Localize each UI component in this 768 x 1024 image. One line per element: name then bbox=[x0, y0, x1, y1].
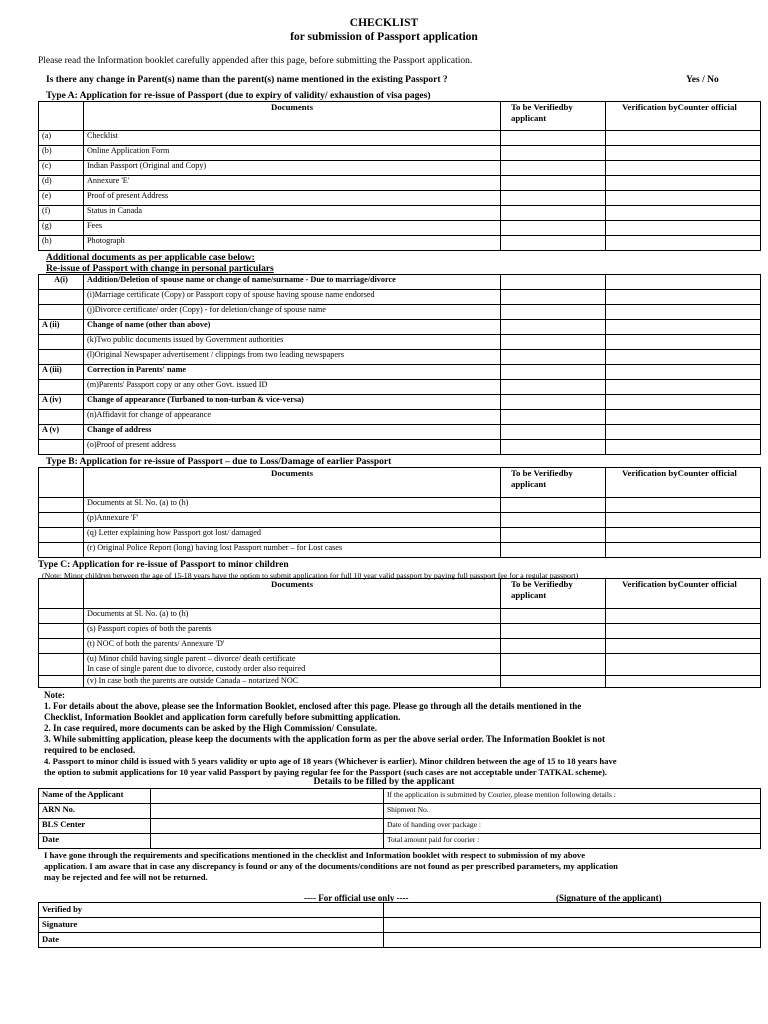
note-line: required to be enclosed. bbox=[44, 745, 136, 755]
official-check-cell[interactable] bbox=[606, 161, 761, 176]
applicant-verify-header: To be Verifiedby applicant bbox=[501, 102, 606, 131]
table-row: A(i) Addition/Deletion of spouse name or change of name/surname - Due to marriage/divorce bbox=[39, 275, 761, 290]
applicant-check-cell[interactable] bbox=[501, 161, 606, 176]
applicant-check-cell[interactable] bbox=[501, 350, 606, 365]
applicant-check-cell[interactable] bbox=[501, 498, 606, 513]
table-row: (d) Annexure 'E' bbox=[39, 176, 761, 191]
table-row: (m)Parents' Passport copy or any other Govt. issued ID bbox=[39, 380, 761, 395]
documents-header: Documents bbox=[84, 579, 501, 609]
table-row: (l)Original Newspaper advertisement / clippings from two leading newspapers bbox=[39, 350, 761, 365]
table-row: (q) Letter explaining how Passport got lost/ damaged bbox=[39, 528, 761, 543]
table-row: (v) In case both the parents are outside Canada – notarized NOC bbox=[39, 676, 761, 688]
official-check-cell[interactable] bbox=[606, 176, 761, 191]
applicant-check-cell[interactable] bbox=[501, 654, 606, 676]
applicant-check-cell[interactable] bbox=[501, 425, 606, 440]
additional-docs-table bbox=[38, 274, 761, 455]
table-row: (h) Photograph bbox=[39, 236, 761, 251]
official-check-cell[interactable] bbox=[606, 528, 761, 543]
applicant-check-cell[interactable] bbox=[501, 609, 606, 624]
declaration-line: I have gone through the requirements and specifications mentioned in the checklist and Information booklet with respect to submission of my above bbox=[44, 850, 586, 860]
applicant-check-cell[interactable] bbox=[501, 320, 606, 335]
documents-header: Documents bbox=[84, 468, 501, 498]
official-use-table bbox=[38, 902, 761, 948]
table-row: A (v) Change of address bbox=[39, 425, 761, 440]
official-check-cell[interactable] bbox=[606, 425, 761, 440]
official-check-cell[interactable] bbox=[606, 543, 761, 558]
applicant-verify-header: To be Verifiedby applicant bbox=[501, 468, 606, 498]
counter-verify-header: Verification byCounter official bbox=[606, 468, 761, 498]
note-line: Checklist, Information Booklet and application form carefully before submitting application. bbox=[44, 712, 401, 722]
applicant-check-cell[interactable] bbox=[501, 221, 606, 236]
table-row: (a) Checklist bbox=[39, 131, 761, 146]
official-date-field[interactable] bbox=[384, 933, 761, 948]
details-heading: Details to be filled by the applicant bbox=[313, 777, 455, 787]
official-signature-field[interactable] bbox=[384, 918, 761, 933]
applicant-check-cell[interactable] bbox=[501, 290, 606, 305]
type-b-heading: Type B: Application for re-issue of Passport – due to Loss/Damage of earlier Passport bbox=[46, 457, 392, 467]
declaration-line: may be rejected and fee will not be returned. bbox=[44, 872, 208, 882]
applicant-check-cell[interactable] bbox=[501, 335, 606, 350]
table-row: A (iii) Correction in Parents' name bbox=[39, 365, 761, 380]
applicant-check-cell[interactable] bbox=[501, 395, 606, 410]
official-check-cell[interactable] bbox=[606, 498, 761, 513]
note-line: the option to submit applications for 10 year valid Passport by paying regular fee for the Passport (such cases are not acceptable under TATKAL scheme). bbox=[44, 767, 607, 777]
applicant-verify-header: To be Verifiedby applicant bbox=[501, 579, 606, 609]
applicant-check-cell[interactable] bbox=[501, 191, 606, 206]
note-line: 2. In case required, more documents can be asked by the High Commission/ Consulate. bbox=[44, 723, 378, 733]
official-check-cell[interactable] bbox=[606, 440, 761, 455]
table-row: (j)Divorce certificate/ order (Copy) - for deletion/change of spouse name bbox=[39, 305, 761, 320]
verified-by-field[interactable] bbox=[384, 903, 761, 918]
type-c-table bbox=[38, 578, 761, 688]
applicant-check-cell[interactable] bbox=[501, 380, 606, 395]
table-row: (k)Two public documents issued by Government authorities bbox=[39, 335, 761, 350]
official-check-cell[interactable] bbox=[606, 513, 761, 528]
applicant-check-cell[interactable] bbox=[501, 146, 606, 161]
type-a-heading: Type A: Application for re-issue of Passport (due to expiry of validity/ exhaustion of visa pages) bbox=[46, 91, 431, 101]
table-row: (t) NOC of both the parents/ Annexure 'D' bbox=[39, 639, 761, 654]
documents-header: Documents bbox=[84, 102, 501, 131]
table-row: Documents at Sl. No. (a) to (h) bbox=[39, 498, 761, 513]
table-row: (f) Status in Canada bbox=[39, 206, 761, 221]
table-row: BLS Center Date of handing over package : bbox=[39, 819, 761, 834]
applicant-check-cell[interactable] bbox=[501, 176, 606, 191]
arn-number-field[interactable] bbox=[151, 804, 384, 819]
type-a-table bbox=[38, 101, 761, 251]
official-check-cell[interactable] bbox=[606, 624, 761, 639]
official-check-cell[interactable] bbox=[606, 221, 761, 236]
applicant-check-cell[interactable] bbox=[501, 639, 606, 654]
declaration-line: application. I am aware that in case any discrepancy is found or any of the documents/conditions are not found as per prescribed parameters, my application bbox=[44, 861, 618, 871]
table-row: (b) Online Application Form bbox=[39, 146, 761, 161]
reissue-change-heading: Re-issue of Passport with change in personal particulars bbox=[46, 264, 274, 274]
applicant-check-cell[interactable] bbox=[501, 236, 606, 251]
note-line: 1. For details about the above, please see the Information Booklet, enclosed after this page. Please go through all the details mentioned in the bbox=[44, 701, 582, 711]
table-row: (n)Affidavit for change of appearance bbox=[39, 410, 761, 425]
official-check-cell[interactable] bbox=[606, 365, 761, 380]
note-heading: Note: bbox=[44, 690, 65, 700]
applicant-signature-label: (Signature of the applicant) bbox=[556, 893, 662, 903]
official-check-cell[interactable] bbox=[606, 335, 761, 350]
official-check-cell[interactable] bbox=[606, 639, 761, 654]
official-check-cell[interactable] bbox=[606, 654, 761, 676]
official-check-cell[interactable] bbox=[606, 609, 761, 624]
applicant-check-cell[interactable] bbox=[501, 365, 606, 380]
official-check-cell[interactable] bbox=[606, 380, 761, 395]
note-line: 3. While submitting application, please keep the documents with the application form as per the above serial order. The Information Booklet is not bbox=[44, 734, 605, 744]
applicant-name-field[interactable] bbox=[151, 789, 384, 804]
official-check-cell[interactable] bbox=[606, 131, 761, 146]
shipment-number-field[interactable]: Shipment No. bbox=[384, 804, 761, 819]
official-check-cell[interactable] bbox=[606, 206, 761, 221]
counter-verify-header: Verification byCounter official bbox=[606, 579, 761, 609]
official-check-cell[interactable] bbox=[606, 320, 761, 335]
official-check-cell[interactable] bbox=[606, 676, 761, 688]
applicant-check-cell[interactable] bbox=[501, 676, 606, 688]
official-check-cell[interactable] bbox=[606, 146, 761, 161]
type-c-heading: Type C: Application for re-issue of Passport to minor children bbox=[38, 560, 289, 570]
table-row: Signature bbox=[39, 918, 761, 933]
type-c-note: (Note: Minor children between the age of 15-18 years have the option to submit application for full 10 year valid passport by paying full passport fee for a regular passport) bbox=[42, 571, 579, 580]
table-row: (p)Annexure 'F' bbox=[39, 513, 761, 528]
official-check-cell[interactable] bbox=[606, 395, 761, 410]
additional-docs-heading: Additional documents as per applicable case below: bbox=[46, 253, 255, 263]
table-row: Verified by bbox=[39, 903, 761, 918]
official-check-cell[interactable] bbox=[606, 191, 761, 206]
table-row: ARN No. Shipment No. bbox=[39, 804, 761, 819]
table-row: (r) Original Police Report (long) having lost Passport number – for Lost cases bbox=[39, 543, 761, 558]
type-b-table bbox=[38, 467, 761, 558]
note-line: 4. Passport to minor child is issued with 5 years validity or upto age of 18 years (Whichever is earlier). Minor children between the age of 15 to 18 years have bbox=[44, 756, 617, 766]
applicant-check-cell[interactable] bbox=[501, 275, 606, 290]
intro-text: Please read the Information booklet carefully appended after this page, before submitting the Passport application. bbox=[38, 56, 473, 66]
table-row: A (iv) Change of appearance (Turbaned to non-turban & vice-versa) bbox=[39, 395, 761, 410]
table-row: (g) Fees bbox=[39, 221, 761, 236]
applicant-check-cell[interactable] bbox=[501, 206, 606, 221]
bls-center-field[interactable] bbox=[151, 819, 384, 834]
page-title: CHECKLIST bbox=[349, 17, 419, 29]
table-row: (i)Marriage certificate (Copy) or Passport copy of spouse having spouse name endorsed bbox=[39, 290, 761, 305]
applicant-check-cell[interactable] bbox=[501, 528, 606, 543]
official-check-cell[interactable] bbox=[606, 410, 761, 425]
table-row: (o)Proof of present address bbox=[39, 440, 761, 455]
applicant-check-cell[interactable] bbox=[501, 131, 606, 146]
applicant-check-cell[interactable] bbox=[501, 513, 606, 528]
applicant-check-cell[interactable] bbox=[501, 440, 606, 455]
official-use-heading: ---- For official use only ---- bbox=[304, 893, 409, 903]
table-row: (c) Indian Passport (Original and Copy) bbox=[39, 161, 761, 176]
table-row: Date Total amount paid for courier : bbox=[39, 834, 761, 849]
table-row: (s) Passport copies of both the parents bbox=[39, 624, 761, 639]
handover-date-field[interactable]: Date of handing over package : bbox=[384, 819, 761, 834]
applicant-details-table bbox=[38, 788, 761, 849]
applicant-check-cell[interactable] bbox=[501, 410, 606, 425]
official-check-cell[interactable] bbox=[606, 305, 761, 320]
table-row: A (ii) Change of name (other than above) bbox=[39, 320, 761, 335]
date-field[interactable] bbox=[151, 834, 384, 849]
parent-name-question: Is there any change in Parent(s) name than the parent(s) name mentioned in the existing Passport ? bbox=[46, 75, 448, 85]
table-row: Name of the Applicant If the application is submitted by Courier, please mention following details : bbox=[39, 789, 761, 804]
official-check-cell[interactable] bbox=[606, 236, 761, 251]
official-check-cell[interactable] bbox=[606, 275, 761, 290]
courier-amount-field[interactable]: Total amount paid for courier : bbox=[384, 834, 761, 849]
applicant-check-cell[interactable] bbox=[501, 624, 606, 639]
applicant-check-cell[interactable] bbox=[501, 305, 606, 320]
counter-verify-header: Verification byCounter official bbox=[606, 102, 761, 131]
table-row: (u) Minor child having single parent – divorce/ death certificate In case of single parent due to divorce, custody order also required bbox=[39, 654, 761, 676]
official-check-cell[interactable] bbox=[606, 350, 761, 365]
table-row: Documents at Sl. No. (a) to (h) bbox=[39, 609, 761, 624]
official-check-cell[interactable] bbox=[606, 290, 761, 305]
table-row: Date bbox=[39, 933, 761, 948]
table-row: (e) Proof of present Address bbox=[39, 191, 761, 206]
applicant-check-cell[interactable] bbox=[501, 543, 606, 558]
yes-no-answer[interactable]: Yes / No bbox=[686, 75, 719, 85]
page-subtitle: for submission of Passport application bbox=[290, 31, 478, 43]
